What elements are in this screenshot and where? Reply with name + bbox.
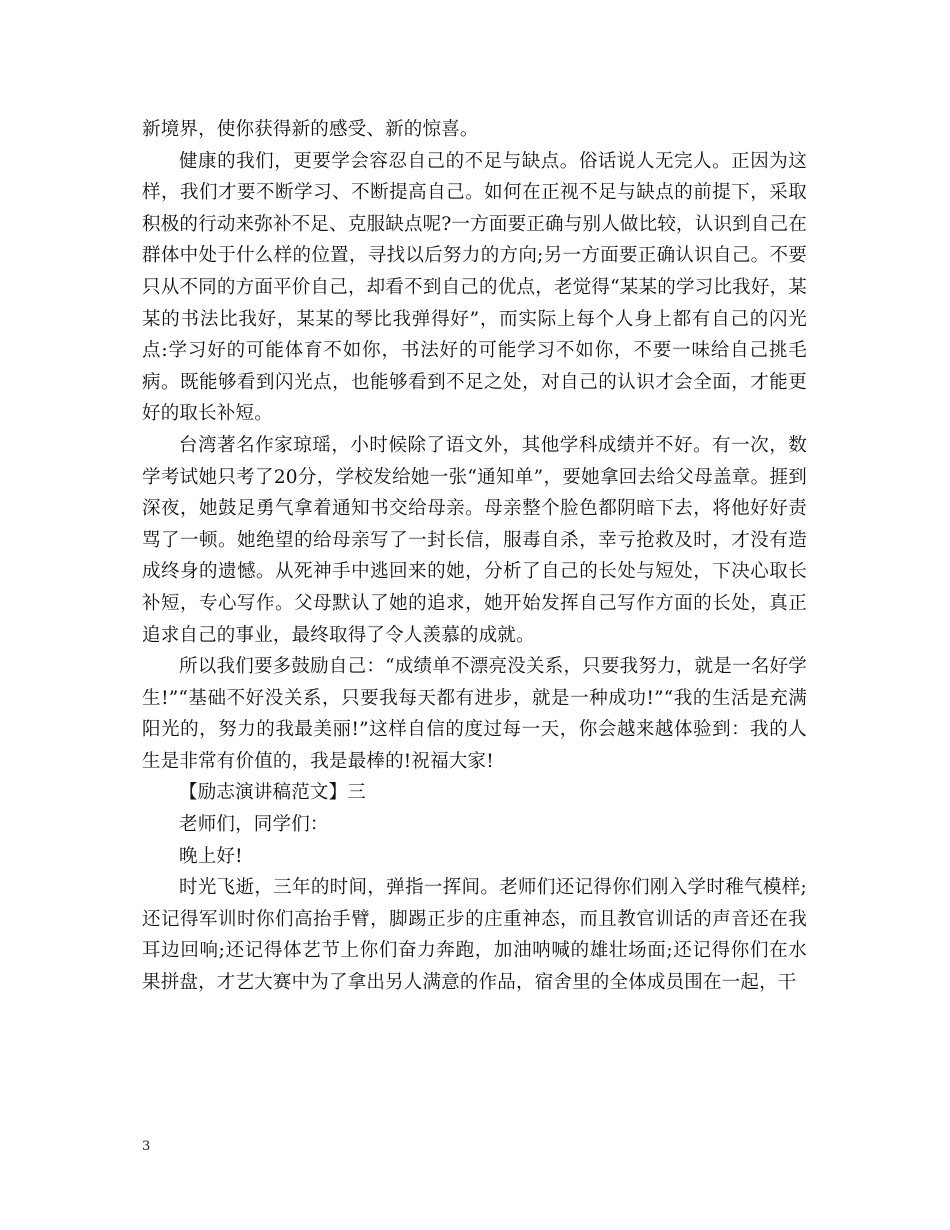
section-heading: 【励志演讲稿范文】三 [179,782,367,804]
document-body [142,114,807,999]
salutation: 老师们，同学们： [179,814,329,836]
page-number: 3 [142,1139,151,1154]
paragraph-4: 所以我们要多鼓励自己：“成绩单不漂亮没关系，只要我努力，就是一名好学生!”“基础不好没关系，只要我每天都有进步，就是一种成功!”“我的生活是充满阳光的，努力的我最美丽!”这样自信的度过每一天，你会越来越体验到：我的人生是非常有价值的，我是最棒的!祝福大家! [142,656,807,772]
greeting: 晚上好! [179,845,243,867]
paragraph-3: 台湾著名作家琼瑶，小时候除了语文外，其他学科成绩并不好。有一次，数学考试她只考了20分，学校发给她一张“通知单”，要她拿回去给父母盖章。捱到深夜，她鼓足勇气拿着通知书交给母亲。母亲整个脸色都阴暗下去，将他好好责骂了一顿。她绝望的给母亲写了一封长信，服毒自杀，幸亏抢救及时，才没有造成终身的遗憾。从死神手中逃回来的她，分析了自己的长处与短处，下决心取长补短，专心写作。父母默认了她的追求，她开始发挥自己写作方面的长处，真正追求自己的事业，最终取得了令人羡慕的成就。 [142,434,807,646]
paragraph-1: 新境界，使你获得新的感受、新的惊喜。 [142,119,479,140]
paragraph-8: 时光飞逝，三年的时间，弹指一挥间。老师们还记得你们刚入学时稚气模样;还记得军训时你们高抬手臂，脚踢正步的庄重神态，而且教官训话的声音还在我耳边回响;还记得体艺节上你们奋力奔跑，加油呐喊的雄壮场面;还记得你们在水果拼盘，才艺大赛中为了拿出另人满意的作品，宿舍里的全体成员围在一起，干 [142,877,807,994]
paragraph-2: 健康的我们，更要学会容忍自己的不足与缺点。俗话说人无完人。正因为这样，我们才要不断学习、不断提高自己。如何在正视不足与缺点的前提下，采取积极的行动来弥补不足、克服缺点呢?一方面要正确与别人做比较，认识到自己在群体中处于什么样的位置，寻找以后努力的方向;另一方面要正确认识自己。不要只从不同的方面平价自己，却看不到自己的优点，老觉得“某某的学习比我好，某某的书法比我好，某某的琴比我弹得好”，而实际上每个人身上都有自己的闪光点:学习好的可能体育不如你，书法好的可能学习不如你，不要一味给自己挑毛病。既能够看到闪光点，也能够看到不足之处，对自己的认识才会全面，才能更好的取长补短。 [142,150,807,425]
